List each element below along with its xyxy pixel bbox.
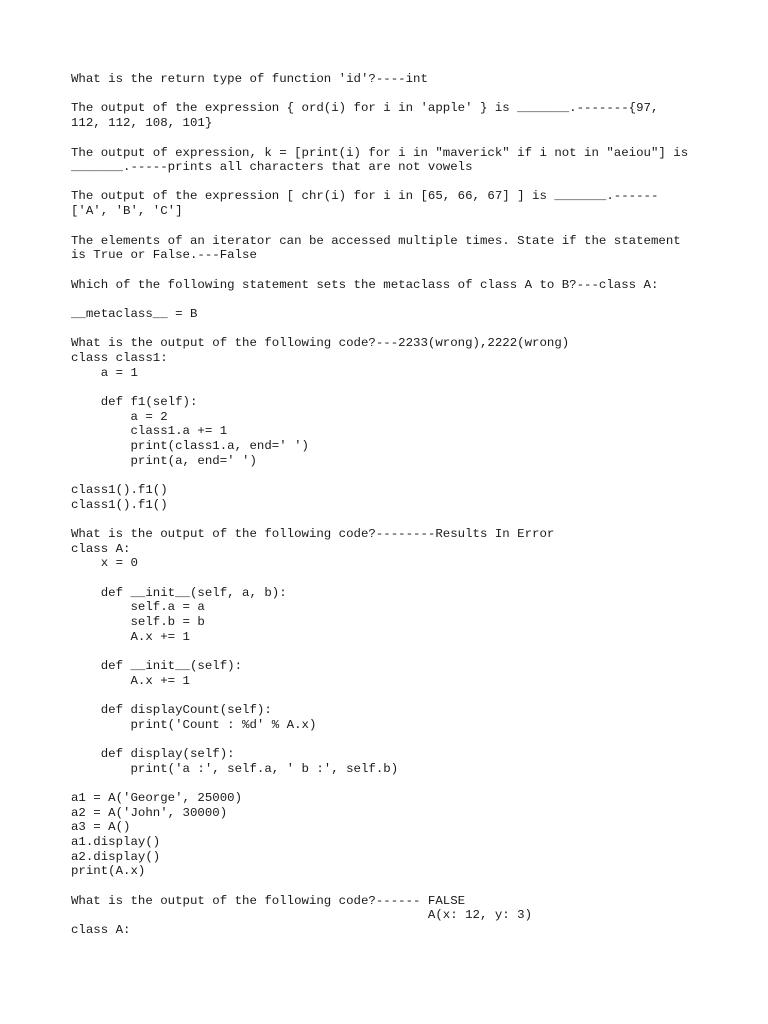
code-line: x = 0 — [71, 556, 138, 570]
text-line: _______.-----prints all characters that are not vowels — [71, 160, 473, 174]
code-line: class class1: — [71, 351, 168, 365]
text-line: What is the output of the following code?------ FALSE — [71, 894, 466, 908]
code-line: class A: — [71, 542, 131, 556]
code-line: class A: — [71, 923, 131, 937]
code-line: class1.a += 1 — [71, 424, 228, 438]
code-line: print('Count : %d' % A.x) — [71, 718, 317, 732]
text-line: 112, 112, 108, 101} — [71, 116, 213, 130]
code-line: A.x += 1 — [71, 674, 190, 688]
code-line: self.a = a — [71, 600, 205, 614]
code-line: def __init__(self): — [71, 659, 243, 673]
text-line: The elements of an iterator can be accessed multiple times. State if the statement — [71, 234, 681, 248]
code-line: def __init__(self, a, b): — [71, 586, 287, 600]
text-line: What is the output of the following code?--------Results In Error — [71, 527, 555, 541]
code-line: a3 = A() — [71, 820, 131, 834]
text-line: The output of the expression { ord(i) for i in 'apple' } is _______.-------{97, — [71, 101, 659, 115]
code-line: self.b = b — [71, 615, 205, 629]
code-line: a2.display() — [71, 850, 161, 864]
code-line: a = 1 — [71, 366, 138, 380]
text-line: The output of the expression [ chr(i) for i in [65, 66, 67] ] is _______.------ — [71, 189, 659, 203]
text-line: Which of the following statement sets the metaclass of class A to B?---class A: — [71, 278, 659, 292]
code-line: def f1(self): — [71, 395, 198, 409]
code-line: class1().f1() — [71, 498, 168, 512]
code-line: class1().f1() — [71, 483, 168, 497]
code-line: print('a :', self.a, ' b :', self.b) — [71, 762, 399, 776]
code-line: a = 2 — [71, 410, 168, 424]
text-line: ['A', 'B', 'C'] — [71, 204, 183, 218]
code-line: a2 = A('John', 30000) — [71, 806, 228, 820]
text-line: A(x: 12, y: 3) — [71, 908, 533, 922]
text-line: The output of expression, k = [print(i) for i in "maverick" if i not in "aeiou"] is — [71, 146, 689, 160]
code-line: def display(self): — [71, 747, 235, 761]
code-line: a1 = A('George', 25000) — [71, 791, 243, 805]
code-line: print(A.x) — [71, 864, 146, 878]
code-line: def displayCount(self): — [71, 703, 272, 717]
text-line: __metaclass__ = B — [71, 307, 198, 321]
code-line: a1.display() — [71, 835, 161, 849]
text-line: What is the return type of function 'id'?----int — [71, 72, 428, 86]
text-line: is True or False.---False — [71, 248, 257, 262]
code-line: print(a, end=' ') — [71, 454, 257, 468]
code-line: A.x += 1 — [71, 630, 190, 644]
code-line: print(class1.a, end=' ') — [71, 439, 309, 453]
text-line: What is the output of the following code?---2233(wrong),2222(wrong) — [71, 336, 570, 350]
